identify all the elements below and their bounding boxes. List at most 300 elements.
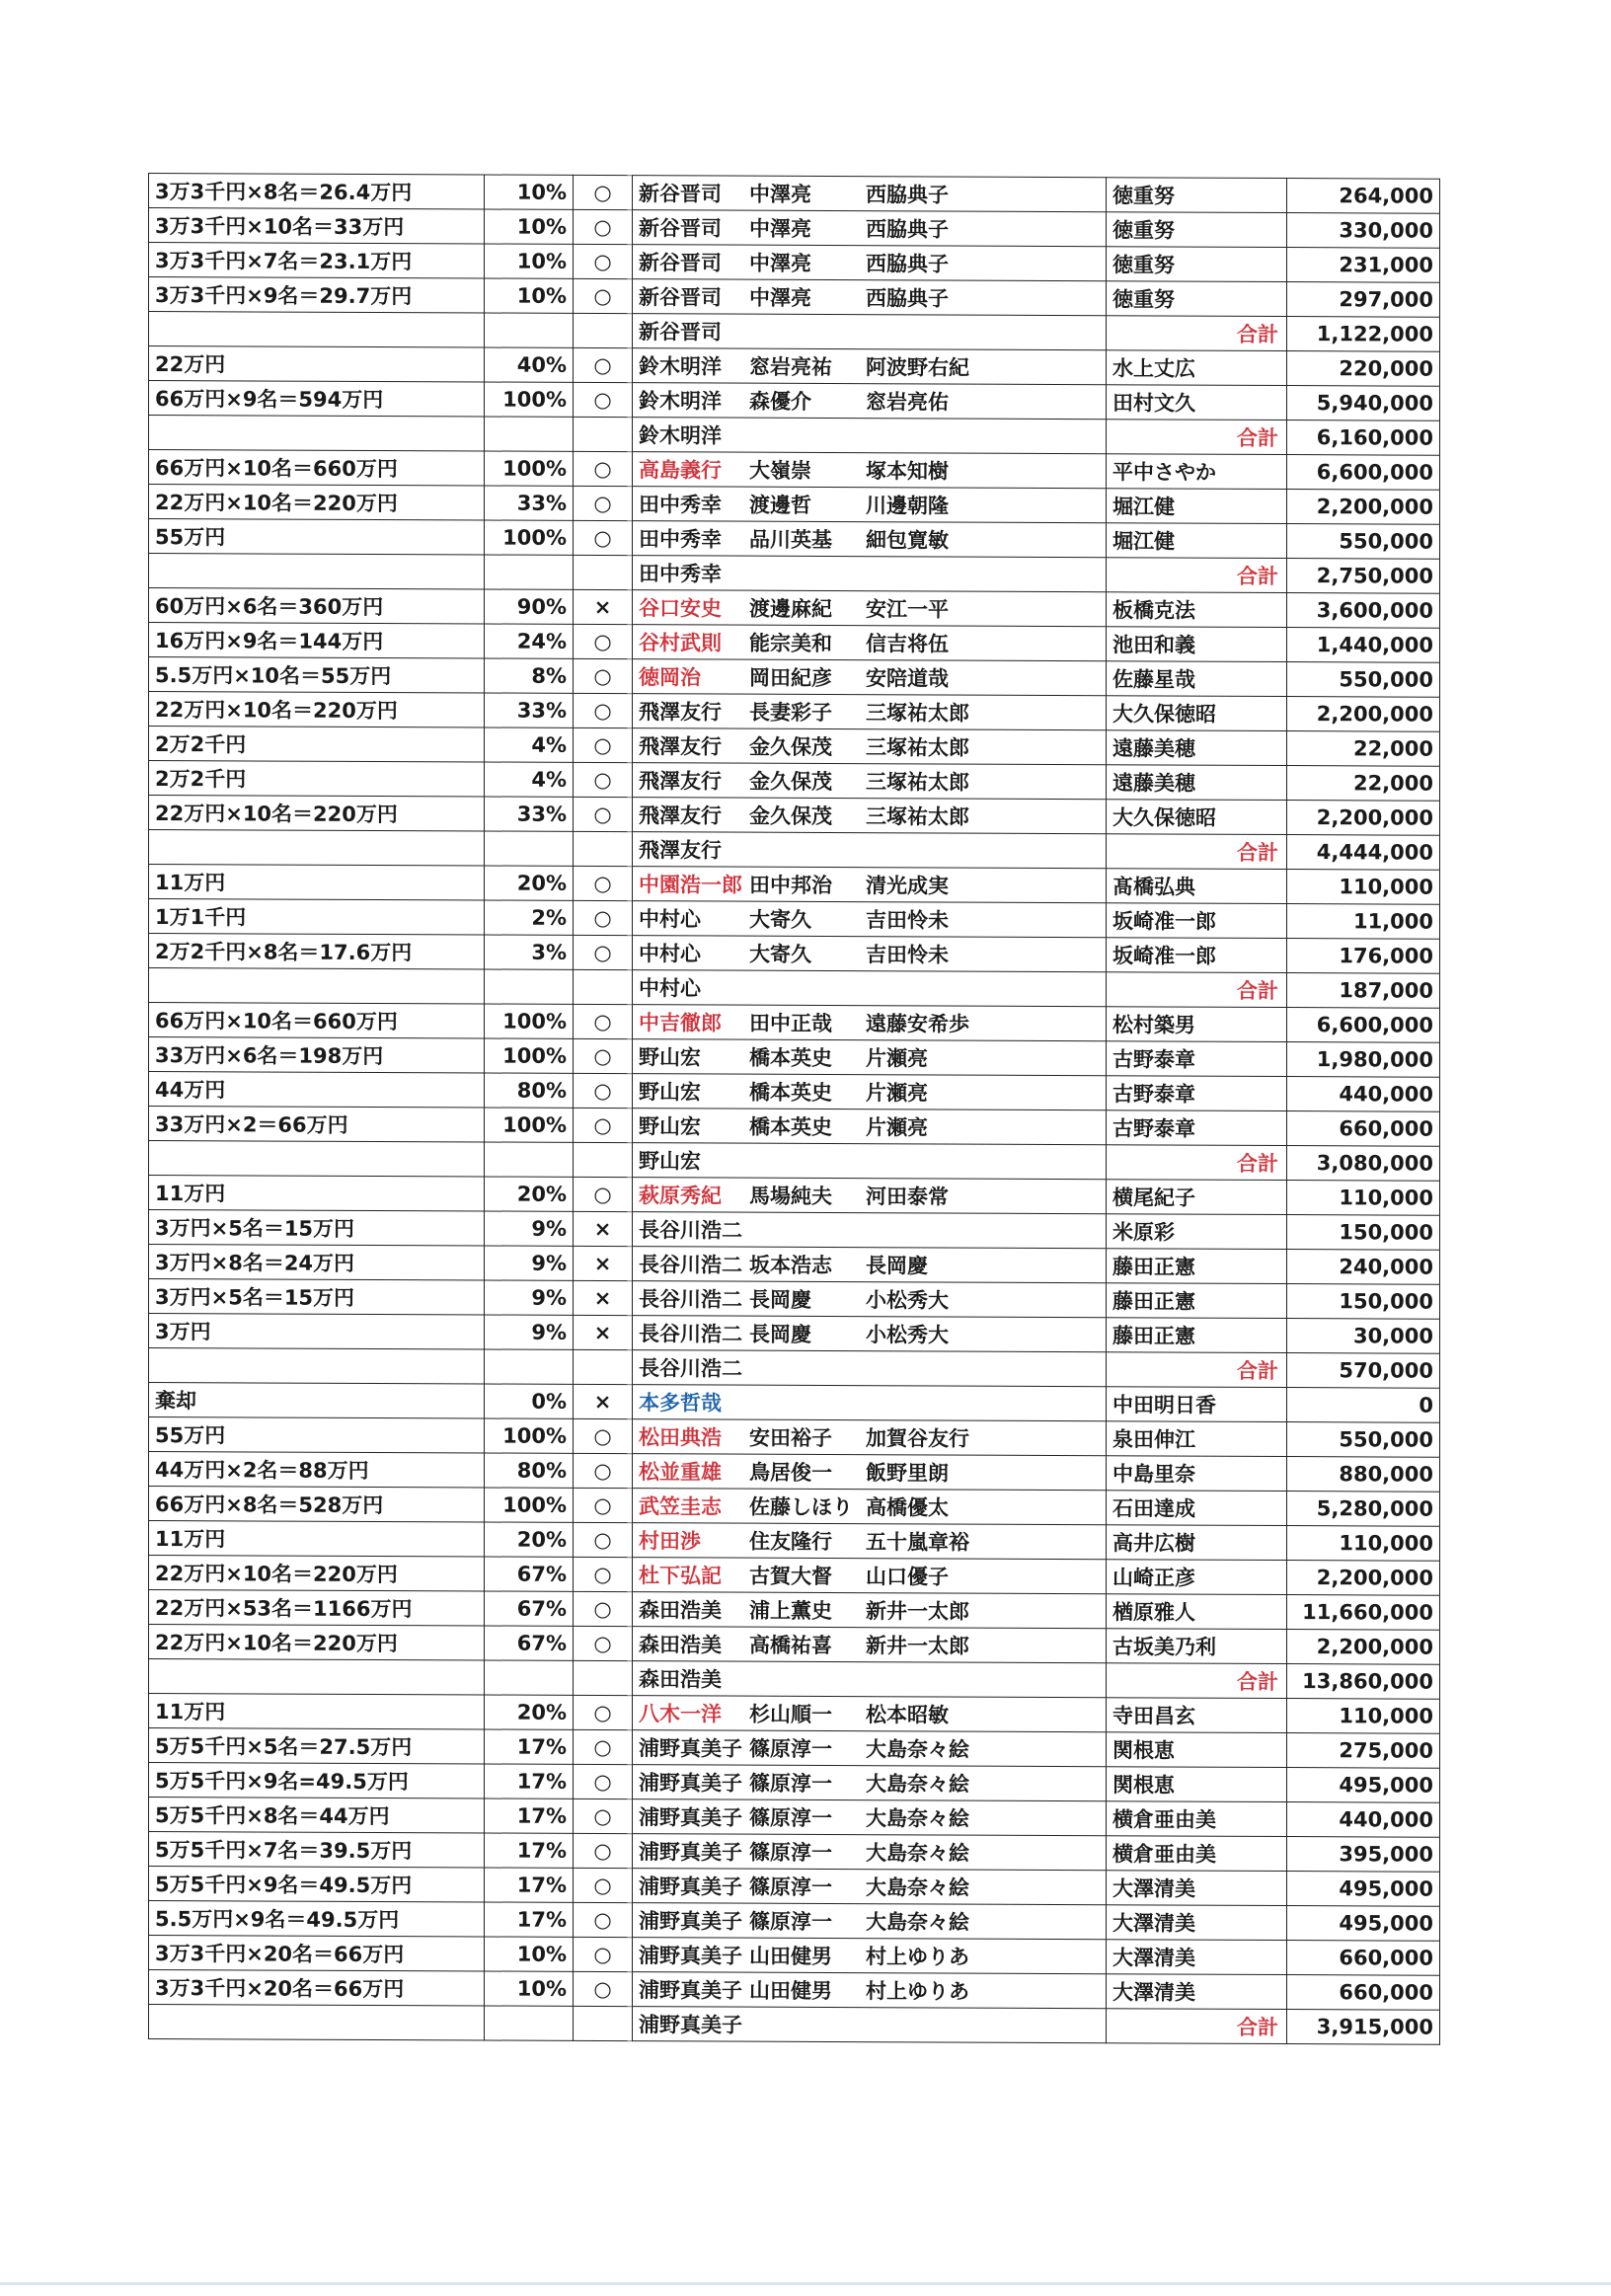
status-mark-cell: ○ <box>574 1418 633 1453</box>
person-cell: 大久保徳昭 <box>1107 800 1287 835</box>
sum-label: 合計 <box>1237 1358 1278 1383</box>
names-cell <box>633 348 1107 385</box>
status-mark-cell: ○ <box>574 1937 633 1971</box>
rate-cell: 20% <box>485 1522 574 1557</box>
name-1: 松並重雄 <box>639 1460 722 1485</box>
name-1: 浦野真美子 <box>639 1840 742 1865</box>
name-1: 浦野真美子 <box>639 1944 742 1968</box>
name-3: 川邊朝隆 <box>866 494 949 518</box>
name-1: 村田渉 <box>639 1529 701 1554</box>
name-1: 森田浩美 <box>639 1598 722 1623</box>
person-cell: 大久保徳昭 <box>1107 696 1287 731</box>
empty-cell <box>149 1348 485 1384</box>
name-3: 安江一平 <box>866 597 949 622</box>
name-2: 金久保茂 <box>749 804 832 829</box>
table-row <box>149 1694 1440 1734</box>
name-3: 遠藤安希歩 <box>866 1012 969 1036</box>
rate-cell: 67% <box>485 1591 574 1626</box>
total-cell: 110,000 <box>1287 870 1440 905</box>
names-cell <box>633 1558 1107 1594</box>
status-mark-cell: ○ <box>574 900 633 935</box>
name-2: 篠原淳一 <box>749 1909 832 1935</box>
name-3: 新井一太郎 <box>866 1599 969 1624</box>
name-1: 飛澤友行 <box>639 769 722 794</box>
subtotal-word-cell <box>1107 834 1287 870</box>
status-mark-cell: ○ <box>574 451 633 486</box>
names-cell <box>633 383 1107 420</box>
person-cell: 関根恵 <box>1107 1732 1287 1768</box>
rate-cell: 17% <box>485 1799 574 1833</box>
total-cell: 495,000 <box>1287 1906 1440 1942</box>
person-cell: 平中さやか <box>1107 454 1287 490</box>
amount-cell: 棄却 <box>149 1383 485 1418</box>
person-cell: 坂崎准一郎 <box>1107 903 1287 939</box>
name-2: 中澤亮 <box>749 182 811 206</box>
person-cell: 大澤清美 <box>1107 1940 1287 1975</box>
status-mark-cell: ○ <box>574 1695 633 1729</box>
empty-cell <box>149 554 485 589</box>
table-body <box>149 174 1440 2045</box>
empty-cell <box>574 1142 633 1177</box>
person-cell: 古坂美乃利 <box>1107 1629 1287 1664</box>
person-cell: 池田和義 <box>1107 627 1287 662</box>
name-3: 松本昭敏 <box>866 1703 949 1727</box>
rate-cell: 90% <box>485 589 574 624</box>
subtotal-row <box>149 830 1440 871</box>
subtotal-row <box>149 1141 1440 1182</box>
name-3: 大島奈々絵 <box>866 1772 969 1797</box>
names-cell <box>633 1799 1107 1836</box>
empty-cell <box>485 2006 574 2040</box>
empty-cell <box>485 969 574 1004</box>
table-row <box>149 519 1440 560</box>
name-3: 新井一太郎 <box>866 1634 969 1658</box>
name-1: 浦野真美子 <box>639 1805 742 1830</box>
total-cell: 6,600,000 <box>1287 455 1440 491</box>
total-cell: 2,200,000 <box>1287 801 1440 836</box>
table-row <box>149 1314 1440 1354</box>
table-row <box>149 692 1440 732</box>
name-1: 飛澤友行 <box>639 700 722 725</box>
amount-cell: 3万円×5名＝15万円 <box>149 1279 485 1315</box>
subtotal-row <box>149 554 1440 594</box>
amount-cell: 55万円 <box>149 1417 485 1453</box>
total-cell: 1,440,000 <box>1287 628 1440 663</box>
names-cell <box>633 1385 1107 1421</box>
name-2: 中澤亮 <box>749 251 811 275</box>
rate-cell: 10% <box>485 175 574 209</box>
person-cell: 堀江健 <box>1107 523 1287 559</box>
amount-cell: 11万円 <box>149 865 485 900</box>
subtotal-total-cell: 13,860,000 <box>1287 1664 1440 1700</box>
rate-cell: 100% <box>485 520 574 555</box>
subtotal-word-cell <box>1107 316 1287 351</box>
table-row <box>149 1521 1440 1562</box>
rate-cell: 17% <box>485 1833 574 1868</box>
name-3: 阿波野右紀 <box>866 355 969 380</box>
table-row <box>149 1625 1440 1665</box>
subtotal-word-cell <box>1107 972 1287 1008</box>
name-1: 中吉徹郎 <box>639 1011 722 1035</box>
subtotal-row <box>149 2005 1440 2045</box>
name-2: 篠原淳一 <box>749 1771 832 1797</box>
status-mark-cell: ○ <box>574 1626 633 1660</box>
names-cell <box>633 176 1107 212</box>
status-mark-cell: ○ <box>574 797 633 831</box>
names-cell <box>633 1178 1107 1214</box>
status-mark-cell: ○ <box>574 935 633 969</box>
person-cell: 坂崎准一郎 <box>1107 938 1287 973</box>
table-row <box>149 1107 1440 1147</box>
total-cell: 2,200,000 <box>1287 1561 1440 1596</box>
subtotal-label-cell: 田中秀幸 <box>633 556 1107 592</box>
name-2: 金久保茂 <box>749 769 832 795</box>
name-1: 野山宏 <box>639 1045 701 1070</box>
names-cell <box>633 1523 1107 1560</box>
status-mark-cell: ○ <box>574 1902 633 1937</box>
rate-cell: 10% <box>485 209 574 244</box>
name-1: 浦野真美子 <box>639 1875 742 1899</box>
name-2: 品川英基 <box>749 527 832 553</box>
table-row <box>149 796 1440 836</box>
rate-cell: 67% <box>485 1626 574 1660</box>
person-cell: 田村文久 <box>1107 385 1287 421</box>
rate-cell: 20% <box>485 1695 574 1729</box>
sum-label: 合計 <box>1237 322 1278 346</box>
status-mark-cell: ○ <box>574 1177 633 1211</box>
status-mark-cell: ○ <box>574 1004 633 1038</box>
person-cell: 関根恵 <box>1107 1767 1287 1802</box>
rate-cell: 9% <box>485 1211 574 1246</box>
rate-cell: 100% <box>485 1488 574 1522</box>
rate-cell: 4% <box>485 762 574 797</box>
rate-cell: 24% <box>485 624 574 658</box>
amount-cell: 3万3千円×20名＝66万円 <box>149 1970 485 2006</box>
name-3: 村上ゆりあ <box>866 1945 969 1969</box>
name-1: 新谷晋司 <box>639 182 722 206</box>
names-cell <box>633 1419 1107 1456</box>
name-2: 森優介 <box>749 389 811 414</box>
name-2: 中澤亮 <box>749 216 811 241</box>
name-2: 渡邊麻紀 <box>749 596 832 622</box>
name-1: 高島義行 <box>639 458 722 483</box>
name-3: 信吉将伍 <box>866 632 949 656</box>
table-row <box>149 450 1440 491</box>
name-2: 鳥居俊一 <box>749 1460 832 1486</box>
name-3: 大島奈々絵 <box>866 1841 969 1866</box>
person-cell: 古野泰章 <box>1107 1110 1287 1146</box>
names-cell <box>633 487 1107 523</box>
amount-cell: 66万円×10名＝660万円 <box>149 1003 485 1038</box>
table-row <box>149 761 1440 802</box>
name-1: 新谷晋司 <box>639 285 722 310</box>
amount-cell: 22万円×10名＝220万円 <box>149 796 485 831</box>
name-1: 田中秀幸 <box>639 493 722 517</box>
subtotal-label-cell: 野山宏 <box>633 1143 1107 1180</box>
name-2 <box>749 1238 866 1239</box>
name-2: 山田健男 <box>749 1978 832 2004</box>
status-mark-cell: ○ <box>574 520 633 555</box>
rate-cell: 33% <box>485 797 574 831</box>
table-row <box>149 1487 1440 1527</box>
empty-cell <box>485 555 574 589</box>
name-1: 中村心 <box>639 942 701 966</box>
name-1: 鈴木明洋 <box>639 389 722 414</box>
table-row <box>149 1832 1440 1873</box>
table-row <box>149 1279 1440 1320</box>
empty-cell <box>149 1141 485 1177</box>
name-2: 橋本英史 <box>749 1080 832 1106</box>
total-cell: 660,000 <box>1287 1975 1440 2011</box>
name-2: 篠原淳一 <box>749 1875 832 1900</box>
name-3: 長岡慶 <box>866 1254 928 1278</box>
status-mark-cell: ○ <box>574 209 633 244</box>
total-cell: 2,200,000 <box>1287 1630 1440 1665</box>
amount-cell: 11万円 <box>149 1521 485 1557</box>
names-cell <box>633 728 1107 765</box>
amount-cell: 16万円×9名＝144万円 <box>149 623 485 658</box>
amount-cell: 5万5千円×5名＝27.5万円 <box>149 1728 485 1764</box>
rate-cell: 20% <box>485 1177 574 1211</box>
name-2: 馬場純夫 <box>749 1184 832 1209</box>
amount-cell: 22万円×10名＝220万円 <box>149 485 485 520</box>
empty-cell <box>485 831 574 866</box>
name-3: 高橋優太 <box>866 1495 949 1520</box>
amount-cell: 22万円×10名＝220万円 <box>149 1625 485 1660</box>
total-cell: 240,000 <box>1287 1250 1440 1285</box>
person-cell: 遠藤美穂 <box>1107 765 1287 801</box>
rate-cell: 100% <box>485 1038 574 1073</box>
name-3: 塚本知樹 <box>866 459 949 484</box>
status-mark-cell: × <box>574 1246 633 1280</box>
person-cell: 松村築男 <box>1107 1007 1287 1042</box>
status-mark-cell: ○ <box>574 1833 633 1868</box>
amount-cell: 3万3千円×7名＝23.1万円 <box>149 243 485 278</box>
subtotal-word-cell <box>1107 420 1287 455</box>
amount-cell: 2万2千円×8名＝17.6万円 <box>149 934 485 969</box>
subtotal-row <box>149 968 1440 1009</box>
rate-cell: 17% <box>485 1868 574 1902</box>
name-2: 岡田紀彦 <box>749 665 832 691</box>
name-3: 五十嵐章裕 <box>866 1530 969 1555</box>
total-cell: 550,000 <box>1287 662 1440 698</box>
rate-cell: 0% <box>485 1384 574 1418</box>
empty-cell <box>574 1349 633 1384</box>
total-cell: 6,600,000 <box>1287 1008 1440 1043</box>
person-cell: 徳重努 <box>1107 247 1287 282</box>
amount-cell: 55万円 <box>149 519 485 555</box>
amount-cell: 3万3千円×9名＝29.7万円 <box>149 277 485 313</box>
amount-cell: 5万5千円×9名=49.5万円 <box>149 1763 485 1799</box>
total-cell: 550,000 <box>1287 1422 1440 1458</box>
name-1: 松田典浩 <box>639 1425 722 1450</box>
rate-cell: 80% <box>485 1073 574 1108</box>
person-cell: 石田達成 <box>1107 1491 1287 1526</box>
person-cell: 古野泰章 <box>1107 1041 1287 1077</box>
total-cell: 264,000 <box>1287 179 1440 214</box>
name-2: 窓岩亮祐 <box>749 354 832 380</box>
table-row <box>149 1798 1440 1838</box>
rate-cell: 100% <box>485 1108 574 1142</box>
name-3: 片瀬亮 <box>866 1046 928 1071</box>
person-cell: 堀江健 <box>1107 489 1287 524</box>
name-1: 浦野真美子 <box>639 1771 742 1796</box>
empty-cell <box>485 417 574 451</box>
name-2: 佐藤しほり <box>749 1494 853 1520</box>
table-row <box>149 1590 1440 1631</box>
person-cell: 藤田正憲 <box>1107 1249 1287 1284</box>
subtotal-total-cell: 570,000 <box>1287 1353 1440 1389</box>
name-3: 三塚祐太郎 <box>866 804 969 829</box>
name-1: 浦野真美子 <box>639 1978 742 2003</box>
total-cell: 0 <box>1287 1388 1440 1423</box>
names-cell <box>633 867 1107 903</box>
status-mark-cell: ○ <box>574 175 633 209</box>
name-1: 本多哲哉 <box>639 1391 722 1416</box>
name-1: 中村心 <box>639 907 701 932</box>
name-1: 谷口安史 <box>639 596 722 621</box>
status-mark-cell: ○ <box>574 1522 633 1557</box>
rate-cell: 9% <box>485 1246 574 1280</box>
status-mark-cell: ○ <box>574 658 633 693</box>
name-2: 田中正哉 <box>749 1011 832 1036</box>
person-cell: 横倉亜由美 <box>1107 1801 1287 1837</box>
subtotal-total-cell: 187,000 <box>1287 973 1440 1009</box>
empty-cell <box>574 1660 633 1695</box>
name-2: 長岡慶 <box>749 1287 811 1312</box>
names-cell <box>633 590 1107 627</box>
name-3: 河田泰常 <box>866 1185 949 1209</box>
data-table <box>148 173 1440 2045</box>
subtotal-row <box>149 1348 1440 1389</box>
name-1: 長谷川浩二 <box>639 1287 742 1312</box>
name-2: 篠原淳一 <box>749 1805 832 1831</box>
rate-cell: 8% <box>485 658 574 693</box>
person-cell: 佐藤星哉 <box>1107 661 1287 697</box>
person-cell: 大澤清美 <box>1107 1905 1287 1941</box>
name-3: 大島奈々絵 <box>866 1737 969 1762</box>
rate-cell: 100% <box>485 382 574 417</box>
empty-cell <box>574 831 633 866</box>
table-row <box>149 1452 1440 1492</box>
empty-cell <box>149 1659 485 1695</box>
person-cell: 泉田伸江 <box>1107 1421 1287 1457</box>
names-cell <box>633 1592 1107 1629</box>
subtotal-word-cell <box>1107 2009 1287 2044</box>
name-3: 窓岩亮佑 <box>866 390 949 415</box>
status-mark-cell: ○ <box>574 1764 633 1799</box>
total-cell: 395,000 <box>1287 1837 1440 1873</box>
names-cell <box>633 798 1107 834</box>
person-cell: 大澤清美 <box>1107 1974 1287 2010</box>
subtotal-label-cell: 中村心 <box>633 970 1107 1007</box>
names-cell <box>633 1834 1107 1871</box>
rate-cell: 33% <box>485 693 574 727</box>
person-cell: 遠藤美穂 <box>1107 730 1287 766</box>
name-3: 加賀谷友行 <box>866 1426 969 1451</box>
name-1: 野山宏 <box>639 1080 701 1105</box>
status-mark-cell: ○ <box>574 1799 633 1833</box>
rate-cell: 80% <box>485 1453 574 1488</box>
names-cell <box>633 1039 1107 1076</box>
amount-cell: 3万円×5名＝15万円 <box>149 1210 485 1246</box>
empty-cell <box>149 2005 485 2040</box>
total-cell: 440,000 <box>1287 1077 1440 1112</box>
total-cell: 440,000 <box>1287 1802 1440 1838</box>
total-cell: 495,000 <box>1287 1872 1440 1907</box>
table-row <box>149 485 1440 525</box>
subtotal-total-cell: 4,444,000 <box>1287 835 1440 871</box>
status-mark-cell: ○ <box>574 1557 633 1591</box>
name-3: 大島奈々絵 <box>866 1875 969 1900</box>
amount-cell: 2万2千円 <box>149 727 485 762</box>
empty-cell <box>485 1349 574 1384</box>
subtotal-label-cell: 飛澤友行 <box>633 832 1107 869</box>
name-3: 片瀬亮 <box>866 1115 928 1140</box>
rate-cell: 100% <box>485 1418 574 1453</box>
name-3: 飯野里朗 <box>866 1461 949 1486</box>
status-mark-cell: ○ <box>574 727 633 762</box>
names-cell <box>633 625 1107 661</box>
empty-cell <box>574 417 633 451</box>
name-2: 山田健男 <box>749 1944 832 1969</box>
name-3: 細包寛敏 <box>866 528 949 553</box>
person-cell: 山崎正彦 <box>1107 1560 1287 1595</box>
name-2: 大寄久 <box>749 942 811 966</box>
person-cell: 楢原雅人 <box>1107 1594 1287 1630</box>
table-row <box>149 865 1440 905</box>
name-1: 長谷川浩二 <box>639 1218 742 1243</box>
sum-label: 合計 <box>1237 978 1278 1003</box>
name-1: 飛澤友行 <box>639 734 722 759</box>
status-mark-cell: ○ <box>574 1868 633 1902</box>
names-cell <box>633 279 1107 316</box>
rate-cell: 40% <box>485 347 574 382</box>
name-2: 安田裕子 <box>749 1425 832 1451</box>
names-cell <box>633 1765 1107 1801</box>
status-mark-cell: ○ <box>574 1591 633 1626</box>
table-row <box>149 727 1440 767</box>
table-row <box>149 1970 1440 2011</box>
rate-cell: 9% <box>485 1315 574 1349</box>
rate-cell: 2% <box>485 900 574 935</box>
table-row <box>149 1176 1440 1216</box>
amount-cell: 5万5千円×8名＝44万円 <box>149 1798 485 1833</box>
name-3: 山口優子 <box>866 1565 949 1589</box>
status-mark-cell: ○ <box>574 347 633 382</box>
person-cell: 高井広樹 <box>1107 1525 1287 1561</box>
empty-cell <box>574 555 633 589</box>
person-cell: 徳重努 <box>1107 281 1287 317</box>
table-row <box>149 623 1440 663</box>
name-3: 三塚祐太郎 <box>866 701 969 726</box>
name-2: 橋本英史 <box>749 1114 832 1140</box>
total-cell: 220,000 <box>1287 351 1440 387</box>
status-mark-cell: ○ <box>574 1038 633 1073</box>
amount-cell: 2万2千円 <box>149 761 485 797</box>
table-row <box>149 1763 1440 1803</box>
sum-label: 合計 <box>1237 840 1278 865</box>
name-2: 大寄久 <box>749 907 811 932</box>
table-row <box>149 1556 1440 1596</box>
status-mark-cell: ○ <box>574 762 633 797</box>
rate-cell: 17% <box>485 1764 574 1799</box>
subtotal-word-cell <box>1107 558 1287 593</box>
sum-label: 合計 <box>1237 2015 1278 2039</box>
amount-cell: 5.5万円×9名＝49.5万円 <box>149 1901 485 1937</box>
subtotal-label-cell: 浦野真美子 <box>633 2007 1107 2043</box>
names-cell <box>633 452 1107 489</box>
